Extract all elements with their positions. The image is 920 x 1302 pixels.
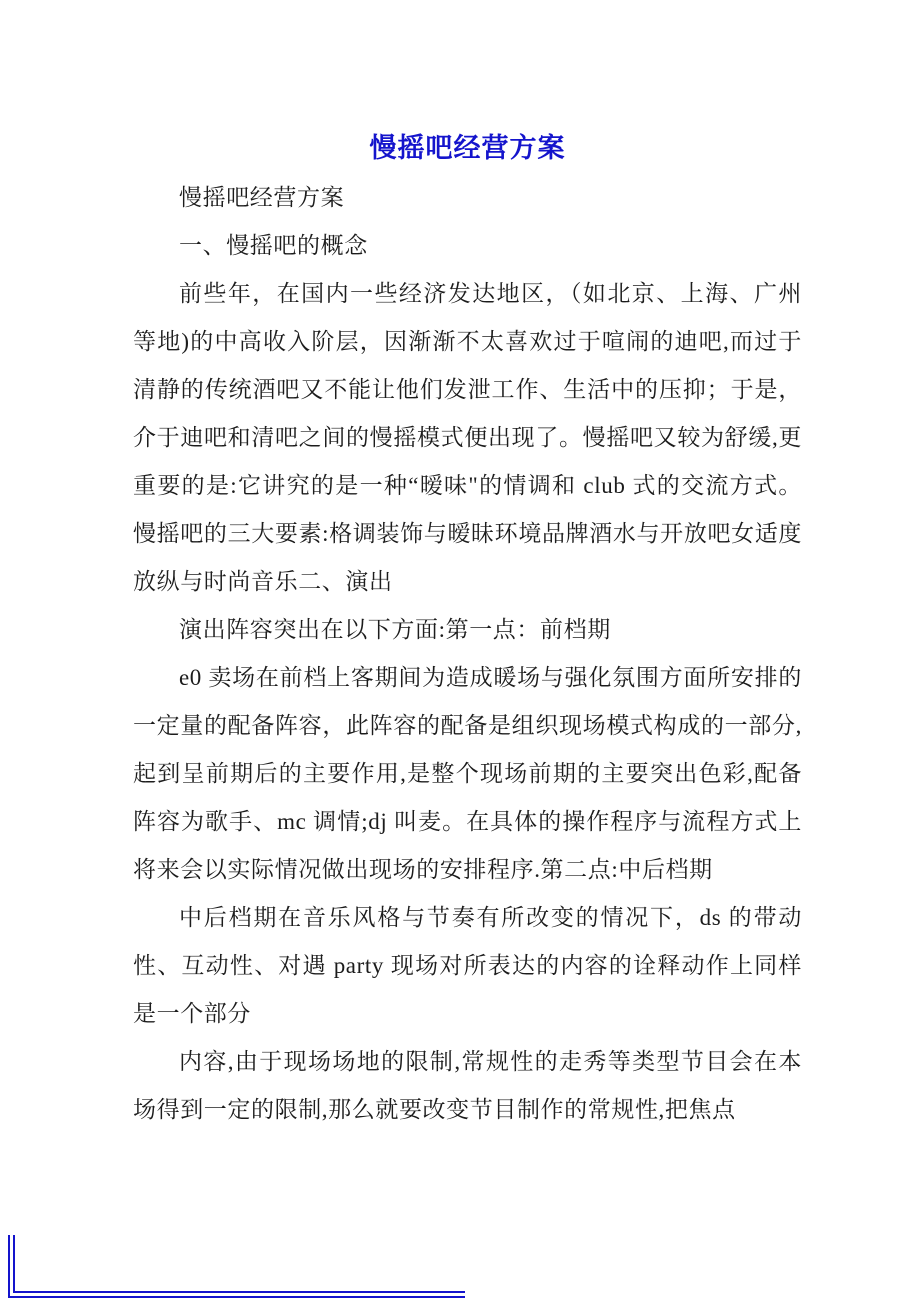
paragraph-early-stage-body: e0 卖场在前档上客期间为造成暖场与强化氛围方面所安排的一定量的配备阵容，此阵容的配备是组织现场模式构成的一部分,起到呈前期后的主要作用,是整个现场前期的主要突出色彩,配备阵容为歌手、mc 调情;dj 叫麦。在具体的操作程序与流程方式上将来会以实际情况做出现场的安排程序.第二点:中后档期	[133, 665, 802, 882]
document-title: 慢摇吧经营方案	[369, 133, 566, 163]
paragraph-concept-body: 前些年，在国内一些经济发达地区，（如北京、上海、广州等地)的中高收入阶层，因渐渐不太喜欢过于喧闹的迪吧,而过于清静的传统酒吧又不能让他们发泄工作、生活中的压抑；于是，介于迪吧和清吧之间的慢摇模式便出现了。慢摇吧又较为舒缓,更重要的是:它讲究的是一种“暧味"的情调和 club 式的交流方式。慢摇吧的三大要素:格调装饰与暧昧环境品牌酒水与开放吧女适度放纵与时尚音乐二、演出	[133, 281, 802, 594]
paragraph-content-body: 内容,由于现场场地的限制,常规性的走秀等类型节目会在本场得到一定的限制,那么就要改变节目制作的常规性,把焦点	[133, 1049, 802, 1122]
paragraph-repeat-title: 慢摇吧经营方案	[179, 185, 345, 210]
paragraph-section-1-heading: 一、慢摇吧的概念	[179, 233, 368, 258]
paragraph-mid-late-stage-body: 中后档期在音乐风格与节奏有所改变的情况下，ds 的带动性、互动性、对遇 party 现场对所表达的内容的诠释动作上同样是一个部分	[133, 905, 802, 1026]
page-border-decoration	[8, 1235, 465, 1298]
document-body	[133, 174, 802, 1134]
paragraph-performance-intro: 演出阵容突出在以下方面:第一点：前档期	[179, 617, 611, 642]
